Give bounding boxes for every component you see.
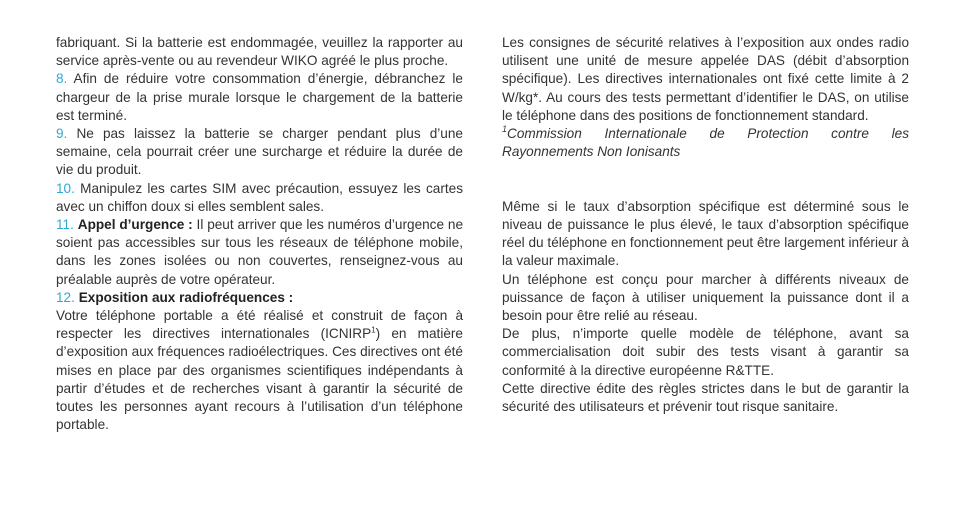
item-text: Il peut arriver que les numéros d’urgence ne soient pas accessibles sur tous les réseaux de téléphone mobile, dans les zones isolées ou non couvertes, renseignez-vous au préalable auprès de votre opérateur. — [56, 217, 464, 287]
paragraph-spacer — [502, 180, 909, 198]
item-11 — [56, 216, 463, 289]
sar-level-paragraph: Même si le taux d’absorption spécifique est déterminé sous le niveau de puissance le plus élevé, le taux d’absorption spécifique réel du téléphone en fonctionnement peut être largement inférieur à la valeur maximale. — [502, 198, 909, 269]
intro-paragraph: fabriquant. Si la batterie est endommagée, veuillez la rapporter au service après-vente ou au revendeur WIKO agréé le plus proche. — [56, 35, 463, 69]
left-column — [56, 34, 463, 434]
directive-paragraph: Cette directive édite des règles strictes dans le but de garantir la sécurité des utilisateurs et prévenir tout risque sanitaire. — [502, 380, 909, 415]
testing-paragraph: De plus, n’importe quelle modèle de téléphone, avant sa commercialisation doit subir des tests visant à garantir sa conformité à la directive européenne R&TTE. — [502, 326, 909, 378]
paragraph-spacer — [502, 161, 909, 179]
item-8 — [56, 70, 463, 125]
power-levels-paragraph: Un téléphone est conçu pour marcher à différents niveaux de puissance de façon à utiliser uniquement la puissance dont il a besoin pour être relié au réseau. — [502, 271, 909, 324]
item-10 — [56, 180, 463, 216]
item-title: Appel d’urgence : — [77, 217, 193, 233]
radio-text-before: Votre téléphone portable a été réalisé et construit de façon à respecter les directives internationales (ICNIRP — [56, 308, 463, 342]
sar-paragraph: Les consignes de sécurité relatives à l’exposition aux ondes radio utilisent une unité de mesure appelée DAS (débit d’absorption spécifique). Les directives internationales ont fixé cette limite à 2 W/kg*. Au cours des tests permettant d’identifier le DAS, on utilise le téléphone dans des positions de fonctionnement standard. — [502, 35, 909, 123]
footnote — [502, 125, 909, 161]
item-12 — [56, 289, 463, 307]
item-text: Ne pas laissez la batterie se charger pendant plus d’une semaine, cela pourrait créer une surcharge et réduire la durée de vie du produit. — [56, 126, 463, 178]
item-text: Afin de réduire votre consommation d’énergie, débranchez le chargeur de la prise murale lorsque le chargement de la batterie est terminé. — [56, 71, 463, 123]
item-title: Exposition aux radiofréquences : — [78, 289, 294, 305]
item-number: 10. — [56, 180, 75, 196]
item-9 — [56, 125, 463, 180]
radio-exposure-paragraph — [56, 307, 463, 434]
right-column — [502, 34, 909, 416]
item-number: 11. — [56, 217, 74, 233]
radio-text-after: ) en matière d’exposition aux fréquences radioélectriques. Ces directives ont été mises en place par des organismes scientifiques indépendants à partir d’études et de recherches visant à garantir la sécurité de toutes les personnes ayant recours à l’utilisation d’un téléphone portable. — [56, 326, 463, 433]
footnote-text: Commission Internationale de Protection contre les Rayonnements Non Ionisants — [502, 126, 909, 160]
footnote-ref: 1 — [371, 325, 376, 335]
item-number: 8. — [56, 71, 68, 87]
item-number: 12. — [56, 289, 75, 305]
item-number: 9. — [56, 126, 68, 142]
item-text: Manipulez les cartes SIM avec précaution, essuyez les cartes avec un chiffon doux si elles semblent sales. — [56, 180, 463, 214]
footnote-number: 1 — [502, 124, 508, 135]
